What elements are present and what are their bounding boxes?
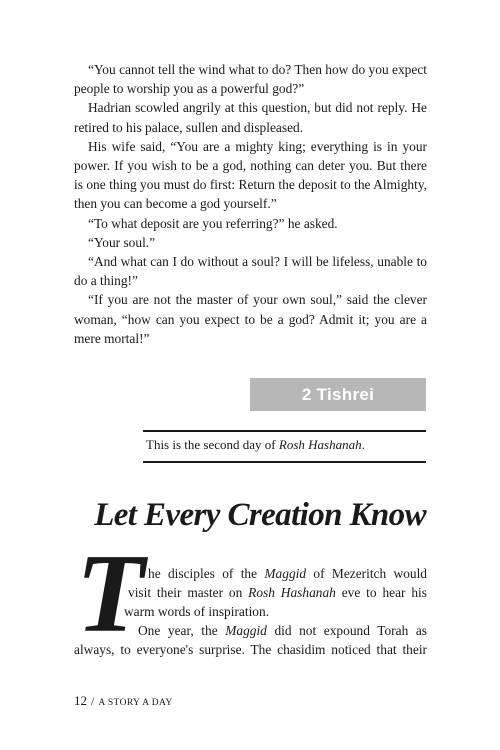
body-line-text: of Mezeritch would [306,566,428,581]
body-line [138,621,427,640]
body-line-italic: Maggid [264,566,307,581]
body-line-text: he disciples of the [148,566,265,581]
body-line [128,583,427,602]
paragraph: “To what deposit are you referring?” he asked. [88,215,338,231]
body-line-italic: Rosh Hashanah [248,585,336,600]
body-line-text: visit their master on [128,585,249,600]
body-line-text: did not expound Torah as [266,623,427,638]
body-line: warm words of inspiration. [124,604,270,619]
drop-cap: T [76,532,145,656]
date-banner: 2 Tishrei [250,378,426,411]
paragraph: His wife said, “You are a mighty king; everything is in your power. If you wish to be a god, nothing can deter you. But there is one thing you must do first: Return the deposit to the Almighty, then you can become a god yourself.” [74,138,427,212]
body-line-text: eve to hear his [335,585,427,600]
page-footer [74,693,173,709]
body-line [148,564,427,583]
running-title: A STORY A DAY [98,698,173,708]
body-line: always, to everyone's surprise. The chasidim noticed that their [74,642,427,657]
body-line-text: One year, the [138,623,226,638]
footer-separator: / [91,694,95,708]
paragraph: “And what can I do without a soul? I will be lifeless, unable to do a thing!” [74,254,427,289]
page-number: 12 [74,693,87,708]
paragraph: “If you are not the master of your own soul,” said the clever woman, “how can you expect to be a god? Admit it; you are a mere mortal!” [74,292,427,346]
story-title: Let Every Creation Know [94,497,426,533]
paragraph: “You cannot tell the wind what to do? Then how do you expect people to worship you as a powerful god?” [74,62,427,97]
day-note-prefix: This is the second day of [146,437,279,452]
paragraph: Hadrian scowled angrily at this question, but did not reply. He retired to his palace, sullen and displeased. [74,100,427,135]
day-note [146,437,365,453]
divider-bottom [143,461,426,463]
story-text-block [74,60,427,348]
divider-top [143,430,426,432]
day-note-emphasis: Rosh Hashanah [278,437,362,452]
body-line-italic: Maggid [225,623,267,638]
day-note-suffix: . [361,437,365,452]
paragraph: “Your soul.” [88,234,156,250]
